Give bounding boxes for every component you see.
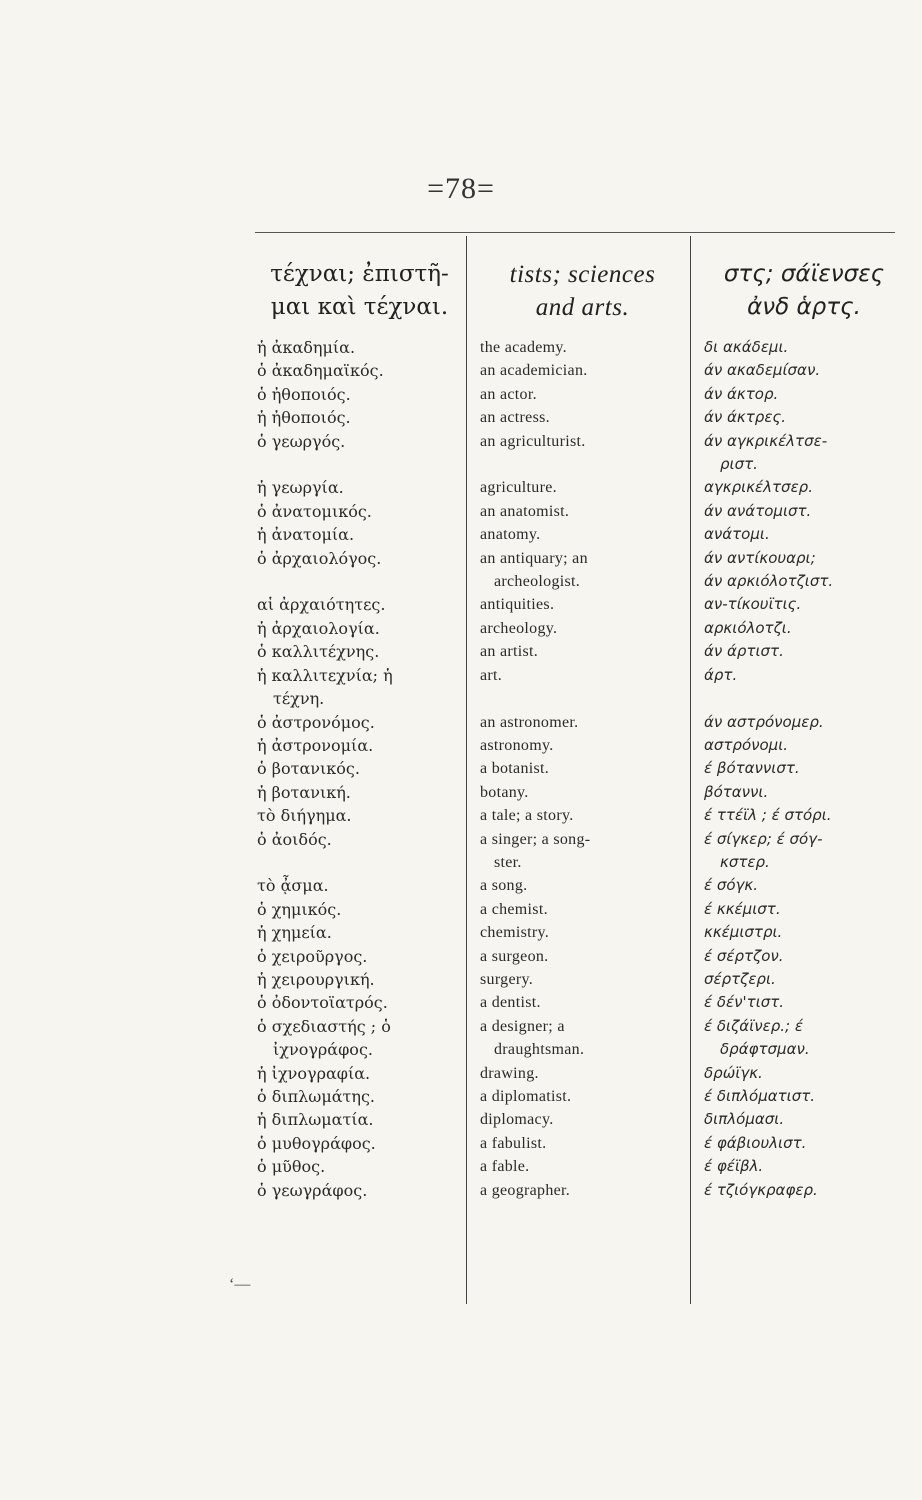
pronunciation-entry: βόταννι. [704,782,769,801]
pronunciation-entry: αστρόνομι. [704,735,789,754]
pronunciation-entry: ανάτομι. [704,525,770,544]
greek-entry: ἡ ἀνατομία. [257,525,355,545]
pronunciation-entry: άν αρκιόλοτζιστ. [704,572,834,591]
greek-heading-line: μαι καὶ τέχναι. [270,294,449,320]
english-entry: an anatomist. [480,502,570,520]
greek-entry: ὁ διπλωμάτης. [257,1087,376,1106]
pronunciation-entry: δρώϊγκ. [704,1063,763,1082]
greek-heading-line: τέχναι; ἐπιστῆ- [270,261,449,287]
pronunciation-entry: σέρτζερι. [704,969,776,988]
english-entry: ster. [494,853,522,871]
greek-entry: ἡ ἀρχαιολογία. [257,618,380,638]
greek-entry: ὁ μῦθος. [257,1157,326,1177]
greek-entry: ὁ βοτανικός. [257,759,360,779]
english-entry: anatomy. [480,526,541,544]
english-entry: art. [480,666,503,684]
english-entry [480,453,685,476]
column-divider-right [690,236,691,1304]
pronunciation-entry: δι ακάδεμι. [704,338,789,356]
greek-entry: ὁ σχεδιαστής ; ὁ [257,1016,391,1036]
pronunciation-entry: άν αστρόνομερ. [704,712,824,731]
pronunciation-entry: άν ανάτομιστ. [704,501,812,520]
pronunciation-entry: έ δέν'τιστ. [704,993,785,1012]
pronunciation-entries [704,336,904,1202]
english-entry: a singer; a song- [480,830,591,848]
english-entry: astronomy. [480,736,554,754]
pronunciation-entry: αν-τίκουϊτις. [704,595,802,614]
english-entry: botany. [480,783,529,801]
pronunciation-entry: αρκιόλοτζι. [704,618,792,637]
english-entry: a surgeon. [480,947,549,965]
pronunciation-entry: έ διζάϊνερ.; έ [704,1016,803,1035]
page-number: =78= [427,172,495,205]
english-column [480,258,685,1202]
pronunciation-entry [704,687,904,710]
pronunciation-heading-line: στς; σάϊενσες [723,261,885,287]
english-entry: an astronomer. [480,713,579,731]
greek-entry: ὁ χημικός. [257,899,342,919]
greek-entry: ἡ ἠθοποιός. [257,408,351,428]
pronunciation-entry: αγκρικέλτσερ. [704,478,813,497]
english-entry: a song. [480,877,528,895]
english-entry: archeologist. [494,573,581,591]
pronunciation-entry: ριστ. [720,455,758,474]
english-entry: a geographer. [480,1181,571,1199]
greek-entry: ὁ ἀστρονόμος. [257,712,375,732]
greek-entry: ὁ ἀοιδός. [257,829,332,849]
english-entry: a designer; a [480,1017,565,1035]
english-entry: a diplomatist. [480,1088,572,1105]
english-entry: a dentist. [480,994,541,1012]
greek-column [257,258,462,1202]
greek-entry: ὁ καλλιτέχνης. [257,642,380,662]
greek-entry: ὁ ἀκαδημαϊκός. [257,361,384,381]
greek-entry: ἡ καλλιτεχνία; ἡ [257,665,393,685]
greek-column-heading [257,258,462,336]
english-column-heading [480,258,685,336]
pronunciation-entry: έ φέϊβλ. [704,1157,764,1176]
pronunciation-entry: έ σόγκ. [704,876,759,895]
greek-entry: ὁ χειροῦργος. [257,946,368,966]
english-entry: chemistry. [480,924,550,942]
english-heading-line: tists; sciences [509,261,656,288]
english-entry: the academy. [480,339,567,356]
pronunciation-entry: έ σίγκερ; έ σόγ- [704,829,823,848]
greek-entry: ὁ γεωργός. [257,431,346,451]
pronunciation-entry: άρτ. [704,665,738,684]
greek-entry [257,570,462,593]
greek-entry: ἡ διπλωματία. [257,1110,374,1130]
english-entry: an agriculturist. [480,432,586,450]
greek-entry: ἡ ἀστρονομία. [257,735,374,755]
english-entry: an actor. [480,385,537,403]
greek-entry: ὁ ἠθοποιός. [257,384,351,404]
pronunciation-heading-line: ἀνδ ἁρτς. [747,294,861,320]
greek-entry: ἡ βοτανική. [257,782,351,802]
pronunciation-entry: άν άκτρες. [704,408,786,427]
pronunciation-entry: έ σέρτζον. [704,946,784,965]
pronunciation-entry: διπλόμασι. [704,1110,785,1129]
english-entry: diplomacy. [480,1111,554,1129]
english-entry: agriculture. [480,479,557,497]
english-entry: surgery. [480,970,534,988]
english-entry: a fable. [480,1158,530,1176]
pronunciation-entry: άν άκτορ. [704,384,779,403]
greek-entry: αἱ ἀρχαιότητες. [257,595,386,615]
greek-entry: τὸ διήγημα. [257,806,352,826]
pronunciation-entry: δράφτσμαν. [720,1040,810,1059]
english-entry: an academician. [480,362,588,380]
pronunciation-entry: έ τζιόγκραφερ. [704,1180,818,1199]
greek-entry [257,851,462,874]
pronunciation-entry: έ βόταννιστ. [704,759,800,778]
english-entry: a fabulist. [480,1134,547,1152]
greek-entries [257,336,462,1202]
greek-entry: ὁ ἀρχαιολόγος. [257,548,382,568]
pronunciation-entry: άν ακαδεμίσαν. [704,361,821,380]
pronunciation-entry: έ διπλόματιστ. [704,1087,816,1105]
greek-entry: ἡ ἰχνογραφία. [257,1063,371,1083]
greek-entry: τέχνη. [273,689,325,709]
greek-entry: ὁ γεωγράφος. [257,1180,368,1200]
english-entry: draughtsman. [494,1041,585,1059]
greek-entry: ἡ γεωργία. [257,478,344,498]
greek-entry: ἡ χειρουργική. [257,969,375,989]
top-rule [255,232,895,233]
margin-mark: ‘— [229,1276,251,1293]
greek-entry: ὁ μυθογράφος. [257,1133,376,1153]
pronunciation-entry: άν αντίκουαρι; [704,548,816,567]
greek-entry: ὁ ὀδοντοϊατρός. [257,993,388,1013]
english-entry: an actress. [480,409,550,427]
greek-entry: τὸ ᾆσμα. [257,876,329,896]
english-entry: an artist. [480,643,539,661]
pronunciation-entry: άν άρτιστ. [704,642,784,661]
pronunciation-entry: έ ττέϊλ ; έ στόρι. [704,806,832,825]
english-heading-line: and arts. [535,294,630,321]
english-entries [480,336,685,1202]
greek-entry: ἡ χημεία. [257,923,332,943]
pronunciation-entry: έ κκέμιστ. [704,899,781,918]
greek-entry: ἰχνογράφος. [273,1040,373,1060]
english-entry [480,687,685,710]
pronunciation-entry: έ φάβιουλιστ. [704,1133,807,1152]
greek-entry: ἡ ἀκαδημία. [257,338,356,357]
pronunciation-entry: κκέμιστρι. [704,923,783,942]
english-entry: a botanist. [480,760,550,778]
english-entry: a chemist. [480,900,548,918]
pronunciation-column-heading [704,258,904,336]
english-entry: drawing. [480,1064,539,1082]
english-entry: a tale; a story. [480,807,574,825]
greek-entry [257,453,462,476]
greek-entry: ὁ ἀνατομικός. [257,501,372,521]
pronunciation-entry: άν αγκρικέλτσε- [704,431,828,450]
pronunciation-entry: κστερ. [720,852,770,871]
english-entry: antiquities. [480,596,555,614]
english-entry: archeology. [480,619,558,637]
column-divider-left [466,236,467,1304]
english-entry: an antiquary; an [480,549,588,567]
pronunciation-column [704,258,904,1202]
